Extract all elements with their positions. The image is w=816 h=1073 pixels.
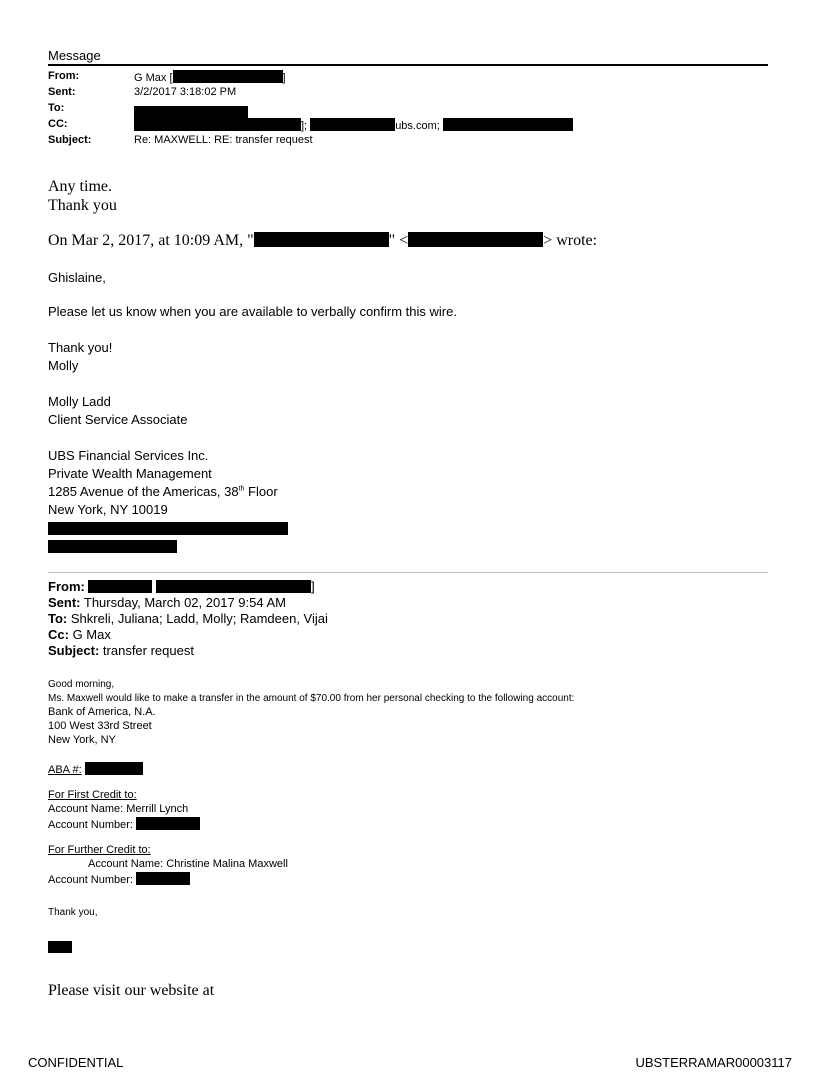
first-account-number: Account Number:	[48, 817, 200, 831]
from-label: From:	[48, 70, 80, 82]
redaction-bar	[408, 232, 543, 247]
confidential-label: CONFIDENTIAL	[28, 1055, 124, 1070]
redaction-bar	[173, 70, 283, 83]
message-title: Message	[48, 48, 101, 63]
redaction-bar	[156, 580, 311, 593]
closing: Thank you,	[48, 907, 98, 918]
signature-city: New York, NY 10019	[48, 502, 168, 517]
cc-value: ]; ubs.com;	[134, 118, 573, 132]
further-credit-heading: For Further Credit to:	[48, 844, 151, 856]
reply-line-2: Thank you	[48, 197, 117, 214]
fwd-to: To: Shkreli, Juliana; Ladd, Molly; Ramdeen, Vijai	[48, 611, 328, 626]
bank-city: New York, NY	[48, 734, 116, 746]
first-account-name: Account Name: Merrill Lynch	[48, 803, 189, 815]
signature-address: 1285 Avenue of the Americas, 38th Floor	[48, 484, 278, 499]
redaction-bar	[85, 762, 143, 775]
further-account-name: Account Name: Christine Malina Maxwell	[88, 858, 288, 870]
first-credit-heading: For First Credit to:	[48, 789, 137, 801]
redaction-bar	[254, 232, 389, 247]
fwd-subject: Subject: transfer request	[48, 643, 194, 658]
redaction-bar	[48, 540, 177, 553]
signature-company: UBS Financial Services Inc.	[48, 448, 209, 463]
signature-role: Client Service Associate	[48, 412, 188, 427]
to-label: To:	[48, 102, 65, 114]
redaction-bar	[136, 872, 190, 885]
bank-name: Bank of America, N.A.	[48, 706, 156, 718]
aba-line: ABA #:	[48, 762, 143, 776]
subject-value: Re: MAXWELL: RE: transfer request	[134, 134, 313, 146]
sent-label: Sent:	[48, 86, 76, 98]
quoted-greeting: Ghislaine,	[48, 270, 106, 285]
fwd-cc: Cc: G Max	[48, 627, 111, 642]
fwd-sent: Sent: Thursday, March 02, 2017 9:54 AM	[48, 595, 286, 610]
from-value: G Max [ ]	[134, 72, 286, 84]
redaction-bar	[48, 941, 72, 953]
redaction-bar	[443, 118, 573, 131]
redaction-bar	[48, 522, 288, 535]
redaction-bar	[134, 118, 301, 131]
redaction-bar	[88, 580, 152, 593]
quoted-thanks: Thank you!	[48, 340, 113, 355]
request-body: Ms. Maxwell would like to make a transfer in the amount of $70.00 from her personal checking to the following account:	[48, 693, 575, 704]
signature-name: Molly Ladd	[48, 394, 111, 409]
quote-header: On Mar 2, 2017, at 10:09 AM, " " < > wrote:	[48, 232, 598, 249]
website-line: Please visit our website at	[48, 982, 215, 999]
fwd-from: From: ]	[48, 579, 315, 594]
quoted-body: Please let us know when you are available to verbally confirm this wire.	[48, 304, 457, 319]
redaction-bar	[136, 817, 200, 830]
sent-value: 3/2/2017 3:18:02 PM	[134, 86, 237, 98]
redaction-bar	[310, 118, 395, 131]
bank-street: 100 West 33rd Street	[48, 720, 152, 732]
reply-line-1: Any time.	[48, 178, 112, 195]
quote-divider	[48, 572, 768, 573]
bates-number: UBSTERRAMAR00003117	[635, 1055, 792, 1070]
quoted-name-short: Molly	[48, 358, 79, 373]
subject-label: Subject:	[48, 134, 92, 146]
cc-label: CC:	[48, 118, 68, 130]
signature-division: Private Wealth Management	[48, 466, 212, 481]
header-rule	[48, 64, 768, 66]
further-account-number: Account Number:	[48, 872, 190, 886]
request-greeting: Good morning,	[48, 679, 115, 690]
